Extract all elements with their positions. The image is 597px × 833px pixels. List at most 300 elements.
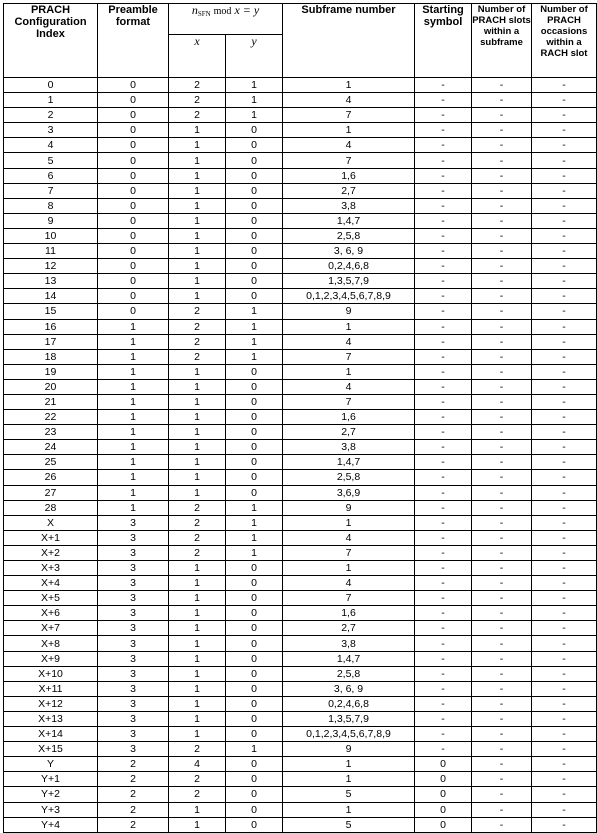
cell-starting-symbol: 0 (415, 802, 472, 817)
cell-preamble-format: 1 (98, 500, 169, 515)
cell-preamble-format: 3 (98, 606, 169, 621)
cell-subframe-number: 0,1,2,3,4,5,6,7,8,9 (283, 289, 415, 304)
cell-subframe-number: 4 (283, 138, 415, 153)
table-row (4, 787, 597, 802)
cell-occasions-per-slot: - (532, 666, 597, 681)
header-subframe-number: Subframe number (283, 4, 415, 78)
cell-preamble-format: 1 (98, 425, 169, 440)
cell-y: 1 (226, 93, 283, 108)
cell-preamble-format: 2 (98, 772, 169, 787)
cell-occasions-per-slot: - (532, 228, 597, 243)
cell-occasions-per-slot: - (532, 440, 597, 455)
cell-slots-per-subframe: - (472, 289, 532, 304)
cell-subframe-number: 4 (283, 379, 415, 394)
table-row (4, 742, 597, 757)
cell-occasions-per-slot: - (532, 274, 597, 289)
cell-preamble-format: 3 (98, 666, 169, 681)
cell-slots-per-subframe: - (472, 455, 532, 470)
cell-config-index: 26 (4, 470, 98, 485)
cell-slots-per-subframe: - (472, 651, 532, 666)
cell-occasions-per-slot: - (532, 576, 597, 591)
cell-starting-symbol: - (415, 304, 472, 319)
cell-occasions-per-slot: - (532, 379, 597, 394)
cell-preamble-format: 0 (98, 304, 169, 319)
cell-slots-per-subframe: - (472, 696, 532, 711)
cell-occasions-per-slot: - (532, 364, 597, 379)
cell-y: 0 (226, 606, 283, 621)
table-row (4, 666, 597, 681)
table-row (4, 470, 597, 485)
cell-x: 1 (169, 621, 226, 636)
cell-x: 2 (169, 304, 226, 319)
cell-subframe-number: 7 (283, 394, 415, 409)
cell-subframe-number: 2,5,8 (283, 666, 415, 681)
cell-subframe-number: 9 (283, 500, 415, 515)
cell-x: 1 (169, 561, 226, 576)
cell-slots-per-subframe: - (472, 576, 532, 591)
table-row (4, 817, 597, 832)
cell-subframe-number: 1,6 (283, 168, 415, 183)
cell-config-index: X+5 (4, 591, 98, 606)
cell-x: 2 (169, 545, 226, 560)
cell-config-index: X+15 (4, 742, 98, 757)
cell-y: 0 (226, 591, 283, 606)
table-row (4, 349, 597, 364)
cell-x: 2 (169, 349, 226, 364)
cell-preamble-format: 3 (98, 576, 169, 591)
cell-preamble-format: 3 (98, 742, 169, 757)
cell-y: 0 (226, 802, 283, 817)
cell-preamble-format: 3 (98, 711, 169, 726)
cell-occasions-per-slot: - (532, 591, 597, 606)
cell-config-index: Y+1 (4, 772, 98, 787)
cell-config-index: X+8 (4, 636, 98, 651)
cell-occasions-per-slot: - (532, 696, 597, 711)
cell-subframe-number: 7 (283, 153, 415, 168)
cell-x: 1 (169, 802, 226, 817)
cell-preamble-format: 0 (98, 259, 169, 274)
cell-slots-per-subframe: - (472, 440, 532, 455)
cell-occasions-per-slot: - (532, 772, 597, 787)
cell-starting-symbol: - (415, 228, 472, 243)
cell-preamble-format: 0 (98, 93, 169, 108)
cell-preamble-format: 0 (98, 289, 169, 304)
cell-subframe-number: 1 (283, 78, 415, 93)
cell-config-index: X+13 (4, 711, 98, 726)
cell-slots-per-subframe: - (472, 304, 532, 319)
cell-y: 0 (226, 123, 283, 138)
cell-config-index: 12 (4, 259, 98, 274)
cell-x: 2 (169, 515, 226, 530)
cell-occasions-per-slot: - (532, 681, 597, 696)
cell-slots-per-subframe: - (472, 666, 532, 681)
cell-config-index: X+9 (4, 651, 98, 666)
cell-config-index: X+7 (4, 621, 98, 636)
cell-slots-per-subframe: - (472, 410, 532, 425)
cell-subframe-number: 2,7 (283, 425, 415, 440)
cell-preamble-format: 3 (98, 515, 169, 530)
cell-preamble-format: 3 (98, 621, 169, 636)
cell-subframe-number: 9 (283, 742, 415, 757)
cell-occasions-per-slot: - (532, 817, 597, 832)
header-slots-per-subframe: Number of PRACH slots within a subframe (472, 4, 532, 78)
cell-starting-symbol: - (415, 727, 472, 742)
cell-occasions-per-slot: - (532, 802, 597, 817)
cell-x: 1 (169, 666, 226, 681)
nsfn-mod-word: mod (213, 6, 232, 17)
cell-occasions-per-slot: - (532, 425, 597, 440)
cell-slots-per-subframe: - (472, 621, 532, 636)
cell-starting-symbol: - (415, 108, 472, 123)
cell-config-index: 21 (4, 394, 98, 409)
cell-slots-per-subframe: - (472, 183, 532, 198)
cell-occasions-per-slot: - (532, 183, 597, 198)
table-row (4, 576, 597, 591)
cell-starting-symbol: - (415, 394, 472, 409)
cell-y: 0 (226, 561, 283, 576)
cell-config-index: 5 (4, 153, 98, 168)
table-row (4, 606, 597, 621)
cell-y: 0 (226, 696, 283, 711)
cell-config-index: 19 (4, 364, 98, 379)
cell-occasions-per-slot: - (532, 500, 597, 515)
cell-preamble-format: 2 (98, 757, 169, 772)
cell-preamble-format: 1 (98, 349, 169, 364)
cell-preamble-format: 0 (98, 228, 169, 243)
cell-config-index: Y+3 (4, 802, 98, 817)
cell-starting-symbol: - (415, 711, 472, 726)
cell-subframe-number: 7 (283, 545, 415, 560)
cell-y: 1 (226, 78, 283, 93)
cell-subframe-number: 3,8 (283, 636, 415, 651)
cell-x: 1 (169, 696, 226, 711)
cell-starting-symbol: 0 (415, 757, 472, 772)
cell-preamble-format: 1 (98, 455, 169, 470)
table-row (4, 334, 597, 349)
cell-subframe-number: 9 (283, 304, 415, 319)
cell-subframe-number: 1 (283, 364, 415, 379)
cell-preamble-format: 2 (98, 817, 169, 832)
cell-slots-per-subframe: - (472, 349, 532, 364)
cell-y: 0 (226, 228, 283, 243)
cell-y: 1 (226, 545, 283, 560)
nsfn-equation: x = y (234, 3, 260, 17)
cell-preamble-format: 3 (98, 561, 169, 576)
prach-configuration-table (3, 3, 597, 833)
cell-slots-per-subframe: - (472, 168, 532, 183)
cell-preamble-format: 0 (98, 274, 169, 289)
cell-preamble-format: 0 (98, 153, 169, 168)
cell-x: 2 (169, 772, 226, 787)
cell-config-index: X+12 (4, 696, 98, 711)
cell-config-index: 15 (4, 304, 98, 319)
cell-config-index: 20 (4, 379, 98, 394)
cell-occasions-per-slot: - (532, 742, 597, 757)
cell-x: 1 (169, 591, 226, 606)
cell-x: 2 (169, 78, 226, 93)
cell-x: 1 (169, 727, 226, 742)
table-row (4, 636, 597, 651)
cell-occasions-per-slot: - (532, 515, 597, 530)
cell-x: 1 (169, 379, 226, 394)
cell-preamble-format: 3 (98, 696, 169, 711)
cell-x: 1 (169, 711, 226, 726)
table-row (4, 93, 597, 108)
table-row (4, 274, 597, 289)
cell-subframe-number: 3, 6, 9 (283, 681, 415, 696)
cell-starting-symbol: - (415, 259, 472, 274)
cell-x: 1 (169, 636, 226, 651)
cell-occasions-per-slot: - (532, 244, 597, 259)
cell-occasions-per-slot: - (532, 259, 597, 274)
cell-y: 0 (226, 394, 283, 409)
table-row (4, 228, 597, 243)
cell-y: 1 (226, 334, 283, 349)
cell-preamble-format: 1 (98, 364, 169, 379)
cell-x: 4 (169, 757, 226, 772)
cell-subframe-number: 4 (283, 93, 415, 108)
table-row (4, 78, 597, 93)
cell-preamble-format: 0 (98, 183, 169, 198)
cell-subframe-number: 0,2,4,6,8 (283, 259, 415, 274)
cell-slots-per-subframe: - (472, 530, 532, 545)
cell-config-index: X+4 (4, 576, 98, 591)
cell-starting-symbol: - (415, 606, 472, 621)
cell-config-index: X+10 (4, 666, 98, 681)
cell-starting-symbol: - (415, 561, 472, 576)
cell-subframe-number: 1 (283, 757, 415, 772)
cell-y: 0 (226, 183, 283, 198)
cell-preamble-format: 1 (98, 319, 169, 334)
cell-slots-per-subframe: - (472, 93, 532, 108)
table-row (4, 802, 597, 817)
cell-y: 0 (226, 727, 283, 742)
cell-slots-per-subframe: - (472, 606, 532, 621)
cell-x: 1 (169, 123, 226, 138)
cell-x: 1 (169, 153, 226, 168)
table-row (4, 394, 597, 409)
cell-starting-symbol: - (415, 138, 472, 153)
table-row (4, 379, 597, 394)
cell-starting-symbol: 0 (415, 772, 472, 787)
cell-occasions-per-slot: - (532, 410, 597, 425)
cell-x: 1 (169, 274, 226, 289)
cell-preamble-format: 0 (98, 78, 169, 93)
cell-slots-per-subframe: - (472, 742, 532, 757)
cell-occasions-per-slot: - (532, 470, 597, 485)
cell-occasions-per-slot: - (532, 651, 597, 666)
cell-slots-per-subframe: - (472, 727, 532, 742)
cell-config-index: 11 (4, 244, 98, 259)
header-starting-symbol: Starting symbol (415, 4, 472, 78)
cell-y: 0 (226, 681, 283, 696)
cell-config-index: 9 (4, 213, 98, 228)
cell-config-index: 7 (4, 183, 98, 198)
table-row (4, 515, 597, 530)
cell-slots-per-subframe: - (472, 274, 532, 289)
cell-subframe-number: 1 (283, 123, 415, 138)
cell-y: 0 (226, 621, 283, 636)
cell-y: 0 (226, 440, 283, 455)
cell-y: 1 (226, 319, 283, 334)
cell-occasions-per-slot: - (532, 485, 597, 500)
cell-slots-per-subframe: - (472, 711, 532, 726)
cell-subframe-number: 1 (283, 515, 415, 530)
table-row (4, 440, 597, 455)
cell-config-index: 24 (4, 440, 98, 455)
cell-preamble-format: 0 (98, 108, 169, 123)
cell-subframe-number: 1,6 (283, 410, 415, 425)
cell-config-index: 8 (4, 198, 98, 213)
cell-y: 1 (226, 530, 283, 545)
cell-slots-per-subframe: - (472, 394, 532, 409)
cell-occasions-per-slot: - (532, 727, 597, 742)
cell-starting-symbol: 0 (415, 817, 472, 832)
cell-y: 0 (226, 153, 283, 168)
cell-subframe-number: 1,4,7 (283, 651, 415, 666)
cell-subframe-number: 1,3,5,7,9 (283, 274, 415, 289)
cell-slots-per-subframe: - (472, 198, 532, 213)
table-row (4, 138, 597, 153)
cell-x: 1 (169, 410, 226, 425)
cell-x: 1 (169, 364, 226, 379)
cell-config-index: 4 (4, 138, 98, 153)
cell-starting-symbol: - (415, 213, 472, 228)
cell-subframe-number: 3,6,9 (283, 485, 415, 500)
cell-subframe-number: 7 (283, 349, 415, 364)
cell-x: 1 (169, 606, 226, 621)
cell-starting-symbol: 0 (415, 787, 472, 802)
cell-occasions-per-slot: - (532, 757, 597, 772)
cell-occasions-per-slot: - (532, 606, 597, 621)
nsfn-n: n (191, 3, 198, 17)
cell-occasions-per-slot: - (532, 455, 597, 470)
cell-y: 0 (226, 455, 283, 470)
cell-y: 1 (226, 108, 283, 123)
cell-x: 1 (169, 485, 226, 500)
cell-subframe-number: 5 (283, 787, 415, 802)
cell-preamble-format: 0 (98, 198, 169, 213)
cell-starting-symbol: - (415, 651, 472, 666)
cell-config-index: X+2 (4, 545, 98, 560)
cell-y: 0 (226, 168, 283, 183)
cell-occasions-per-slot: - (532, 153, 597, 168)
cell-config-index: 25 (4, 455, 98, 470)
cell-starting-symbol: - (415, 319, 472, 334)
cell-occasions-per-slot: - (532, 198, 597, 213)
cell-starting-symbol: - (415, 500, 472, 515)
cell-x: 1 (169, 244, 226, 259)
cell-x: 1 (169, 455, 226, 470)
cell-starting-symbol: - (415, 168, 472, 183)
cell-occasions-per-slot: - (532, 213, 597, 228)
cell-x: 1 (169, 470, 226, 485)
cell-slots-per-subframe: - (472, 364, 532, 379)
cell-config-index: 0 (4, 78, 98, 93)
cell-x: 1 (169, 168, 226, 183)
cell-y: 1 (226, 349, 283, 364)
cell-occasions-per-slot: - (532, 711, 597, 726)
table-row (4, 500, 597, 515)
cell-config-index: 6 (4, 168, 98, 183)
cell-y: 0 (226, 470, 283, 485)
cell-occasions-per-slot: - (532, 289, 597, 304)
cell-subframe-number: 1 (283, 802, 415, 817)
cell-subframe-number: 1,4,7 (283, 455, 415, 470)
cell-y: 0 (226, 259, 283, 274)
cell-y: 0 (226, 364, 283, 379)
cell-config-index: 16 (4, 319, 98, 334)
cell-x: 1 (169, 183, 226, 198)
cell-y: 0 (226, 198, 283, 213)
cell-config-index: 18 (4, 349, 98, 364)
cell-slots-per-subframe: - (472, 78, 532, 93)
cell-preamble-format: 1 (98, 410, 169, 425)
cell-occasions-per-slot: - (532, 636, 597, 651)
cell-subframe-number: 4 (283, 576, 415, 591)
cell-occasions-per-slot: - (532, 108, 597, 123)
cell-starting-symbol: - (415, 530, 472, 545)
cell-occasions-per-slot: - (532, 319, 597, 334)
cell-y: 0 (226, 651, 283, 666)
table-row (4, 561, 597, 576)
table-row (4, 198, 597, 213)
cell-config-index: 1 (4, 93, 98, 108)
table-row (4, 168, 597, 183)
cell-slots-per-subframe: - (472, 379, 532, 394)
cell-preamble-format: 0 (98, 244, 169, 259)
cell-y: 0 (226, 666, 283, 681)
cell-y: 0 (226, 772, 283, 787)
cell-subframe-number: 4 (283, 334, 415, 349)
cell-starting-symbol: - (415, 334, 472, 349)
table-body (4, 78, 597, 833)
cell-occasions-per-slot: - (532, 530, 597, 545)
cell-config-index: X+14 (4, 727, 98, 742)
cell-preamble-format: 2 (98, 787, 169, 802)
cell-preamble-format: 3 (98, 727, 169, 742)
table-header (4, 4, 597, 78)
cell-starting-symbol: - (415, 470, 472, 485)
cell-y: 0 (226, 244, 283, 259)
cell-y: 0 (226, 289, 283, 304)
cell-subframe-number: 7 (283, 591, 415, 606)
cell-slots-per-subframe: - (472, 500, 532, 515)
table-row (4, 244, 597, 259)
table-row (4, 772, 597, 787)
cell-subframe-number: 2,5,8 (283, 228, 415, 243)
table-row (4, 711, 597, 726)
cell-preamble-format: 0 (98, 123, 169, 138)
cell-slots-per-subframe: - (472, 123, 532, 138)
cell-subframe-number: 2,7 (283, 621, 415, 636)
cell-preamble-format: 1 (98, 470, 169, 485)
cell-config-index: 22 (4, 410, 98, 425)
cell-y: 0 (226, 138, 283, 153)
cell-x: 2 (169, 742, 226, 757)
cell-x: 2 (169, 93, 226, 108)
cell-slots-per-subframe: - (472, 591, 532, 606)
table-row (4, 289, 597, 304)
cell-x: 2 (169, 334, 226, 349)
cell-subframe-number: 1 (283, 319, 415, 334)
cell-occasions-per-slot: - (532, 93, 597, 108)
cell-starting-symbol: - (415, 440, 472, 455)
cell-starting-symbol: - (415, 183, 472, 198)
cell-slots-per-subframe: - (472, 470, 532, 485)
cell-starting-symbol: - (415, 515, 472, 530)
cell-slots-per-subframe: - (472, 108, 532, 123)
